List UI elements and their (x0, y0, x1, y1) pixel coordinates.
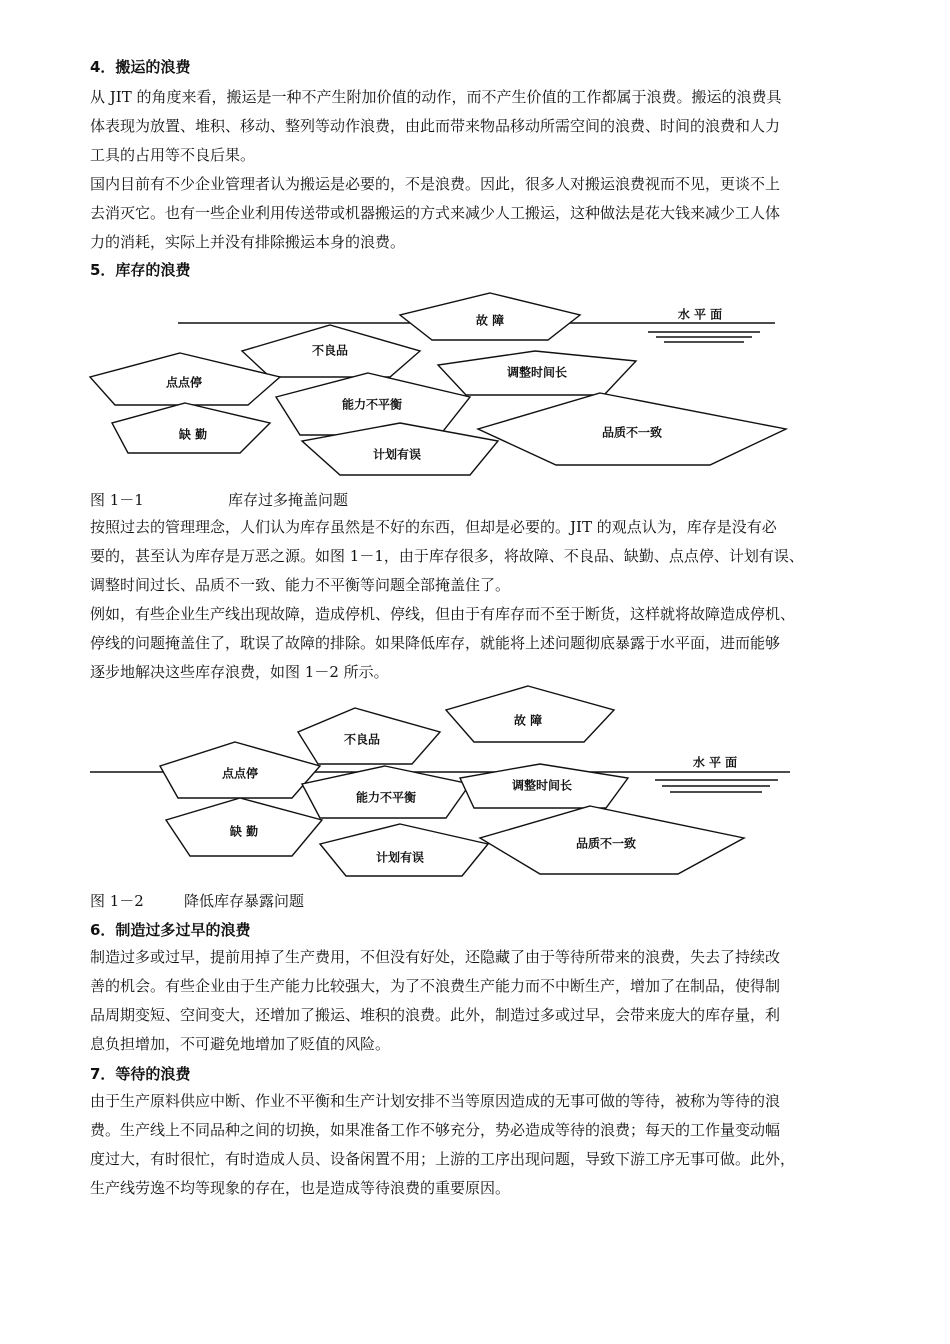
text-line: 制造过多或过早，提前用掉了生产费用，不但没有好处，还隐藏了由于等待所带来的浪费，失去了持续改 (90, 948, 781, 966)
label-adjust: 调整时间长 (511, 778, 573, 793)
text-line: 度过大，有时很忙，有时造成人员、设备闲置不用；上游的工序出现问题，导致下游工序无事可做。此外， (90, 1150, 796, 1168)
text-line: 停线的问题掩盖住了，耽误了故障的排除。如果降低库存，就能将上述问题彻底暴露于水平面，进而能够 (90, 634, 781, 652)
text-line: 要的，甚至认为库存是万恶之源。如图 1－1，由于库存很多，将故障、不良品、缺勤、点点停、计划有误、 (90, 547, 804, 565)
caption-title: 降低库存暴露问题 (184, 892, 305, 910)
water-level-label: 水 平 面 (692, 755, 738, 770)
text-line: 息负担增加，不可避免地增加了贬值的风险。 (90, 1035, 391, 1053)
text-line: 费。生产线上不同品种之间的切换，如果准备工作不够充分，势必造成等待的浪费；每天的工作量变动幅 (90, 1121, 781, 1139)
text-line: 生产线劳逸不均等现象的存在，也是造成等待浪费的重要原因。 (90, 1179, 511, 1197)
label-plan: 计划有误 (375, 850, 425, 865)
label-quality: 品质不一致 (575, 836, 637, 851)
label-stop: 点点停 (221, 766, 259, 781)
section-heading-overproduction: 6．制造过多过早的浪费 (90, 921, 251, 939)
text-line: 工具的占用等不良后果。 (90, 146, 256, 164)
label-imbalance: 能力不平衡 (355, 790, 417, 805)
text-line: 从 JIT 的角度来看，搬运是一种不产生附加价值的动作，而不产生价值的工作都属于浪费。搬运的浪费具 (90, 88, 782, 106)
figure-caption-2 (90, 890, 305, 911)
label-plan: 计划有误 (372, 447, 422, 462)
figure-inventory-covers-problems (0, 285, 950, 485)
label-absence: 缺 勤 (178, 427, 208, 442)
water-level-label: 水 平 面 (677, 307, 723, 322)
label-adjust: 调整时间长 (506, 365, 568, 380)
text-line: 按照过去的管理理念，人们认为库存虽然是不好的东西，但却是必要的。JIT 的观点认为，库存是没有必 (90, 518, 777, 536)
caption-number: 图 1－1 (90, 491, 144, 509)
section-heading-waiting: 7．等待的浪费 (90, 1065, 191, 1083)
label-stop: 点点停 (165, 375, 203, 390)
figure-caption-1 (90, 489, 349, 510)
paragraph-waiting (90, 1087, 870, 1203)
caption-title: 库存过多掩盖问题 (228, 491, 349, 509)
text-line: 由于生产原料供应中断、作业不平衡和生产计划安排不当等原因造成的无事可做的等待，被称为等待的浪 (90, 1092, 781, 1110)
text-line: 体表现为放置、堆积、移动、整列等动作浪费，由此而带来物品移动所需空间的浪费、时间的浪费和人力 (90, 117, 781, 135)
section-heading-transport: 4．搬运的浪费 (90, 58, 191, 76)
label-quality: 品质不一致 (601, 425, 663, 440)
label-fault: 故 障 (475, 313, 505, 328)
figure-reduced-inventory-exposes-problems (0, 680, 950, 885)
label-defect: 不良品 (343, 732, 381, 747)
section-heading-inventory: 5．库存的浪费 (90, 261, 191, 279)
text-line: 力的消耗，实际上并没有排除搬运本身的浪费。 (90, 233, 406, 251)
label-imbalance: 能力不平衡 (341, 397, 403, 412)
text-line: 品周期变短、空间变大，还增加了搬运、堆积的浪费。此外，制造过多或过早，会带来庞大的库存量，利 (90, 1006, 781, 1024)
text-line: 去消灭它。也有一些企业利用传送带或机器搬运的方式来减少人工搬运，这种做法是花大钱来减少工人体 (90, 204, 781, 222)
text-line: 逐步地解决这些库存浪费，如图 1－2 所示。 (90, 663, 389, 681)
paragraph-transport (90, 83, 870, 257)
paragraph-inventory (90, 513, 870, 687)
text-line: 善的机会。有些企业由于生产能力比较强大，为了不浪费生产能力而不中断生产，增加了在制品，使得制 (90, 977, 781, 995)
label-defect: 不良品 (311, 343, 349, 358)
text-line: 国内目前有不少企业管理者认为搬运是必要的，不是浪费。因此，很多人对搬运浪费视而不见，更谈不上 (90, 175, 781, 193)
text-line: 调整时间过长、品质不一致、能力不平衡等问题全部掩盖住了。 (90, 576, 511, 594)
paragraph-overproduction (90, 943, 870, 1059)
label-absence: 缺 勤 (229, 824, 259, 839)
caption-number: 图 1－2 (90, 892, 144, 910)
label-fault: 故 障 (513, 713, 543, 728)
text-line: 例如，有些企业生产线出现故障，造成停机、停线，但由于有库存而不至于断货，这样就将故障造成停机、 (90, 605, 796, 623)
